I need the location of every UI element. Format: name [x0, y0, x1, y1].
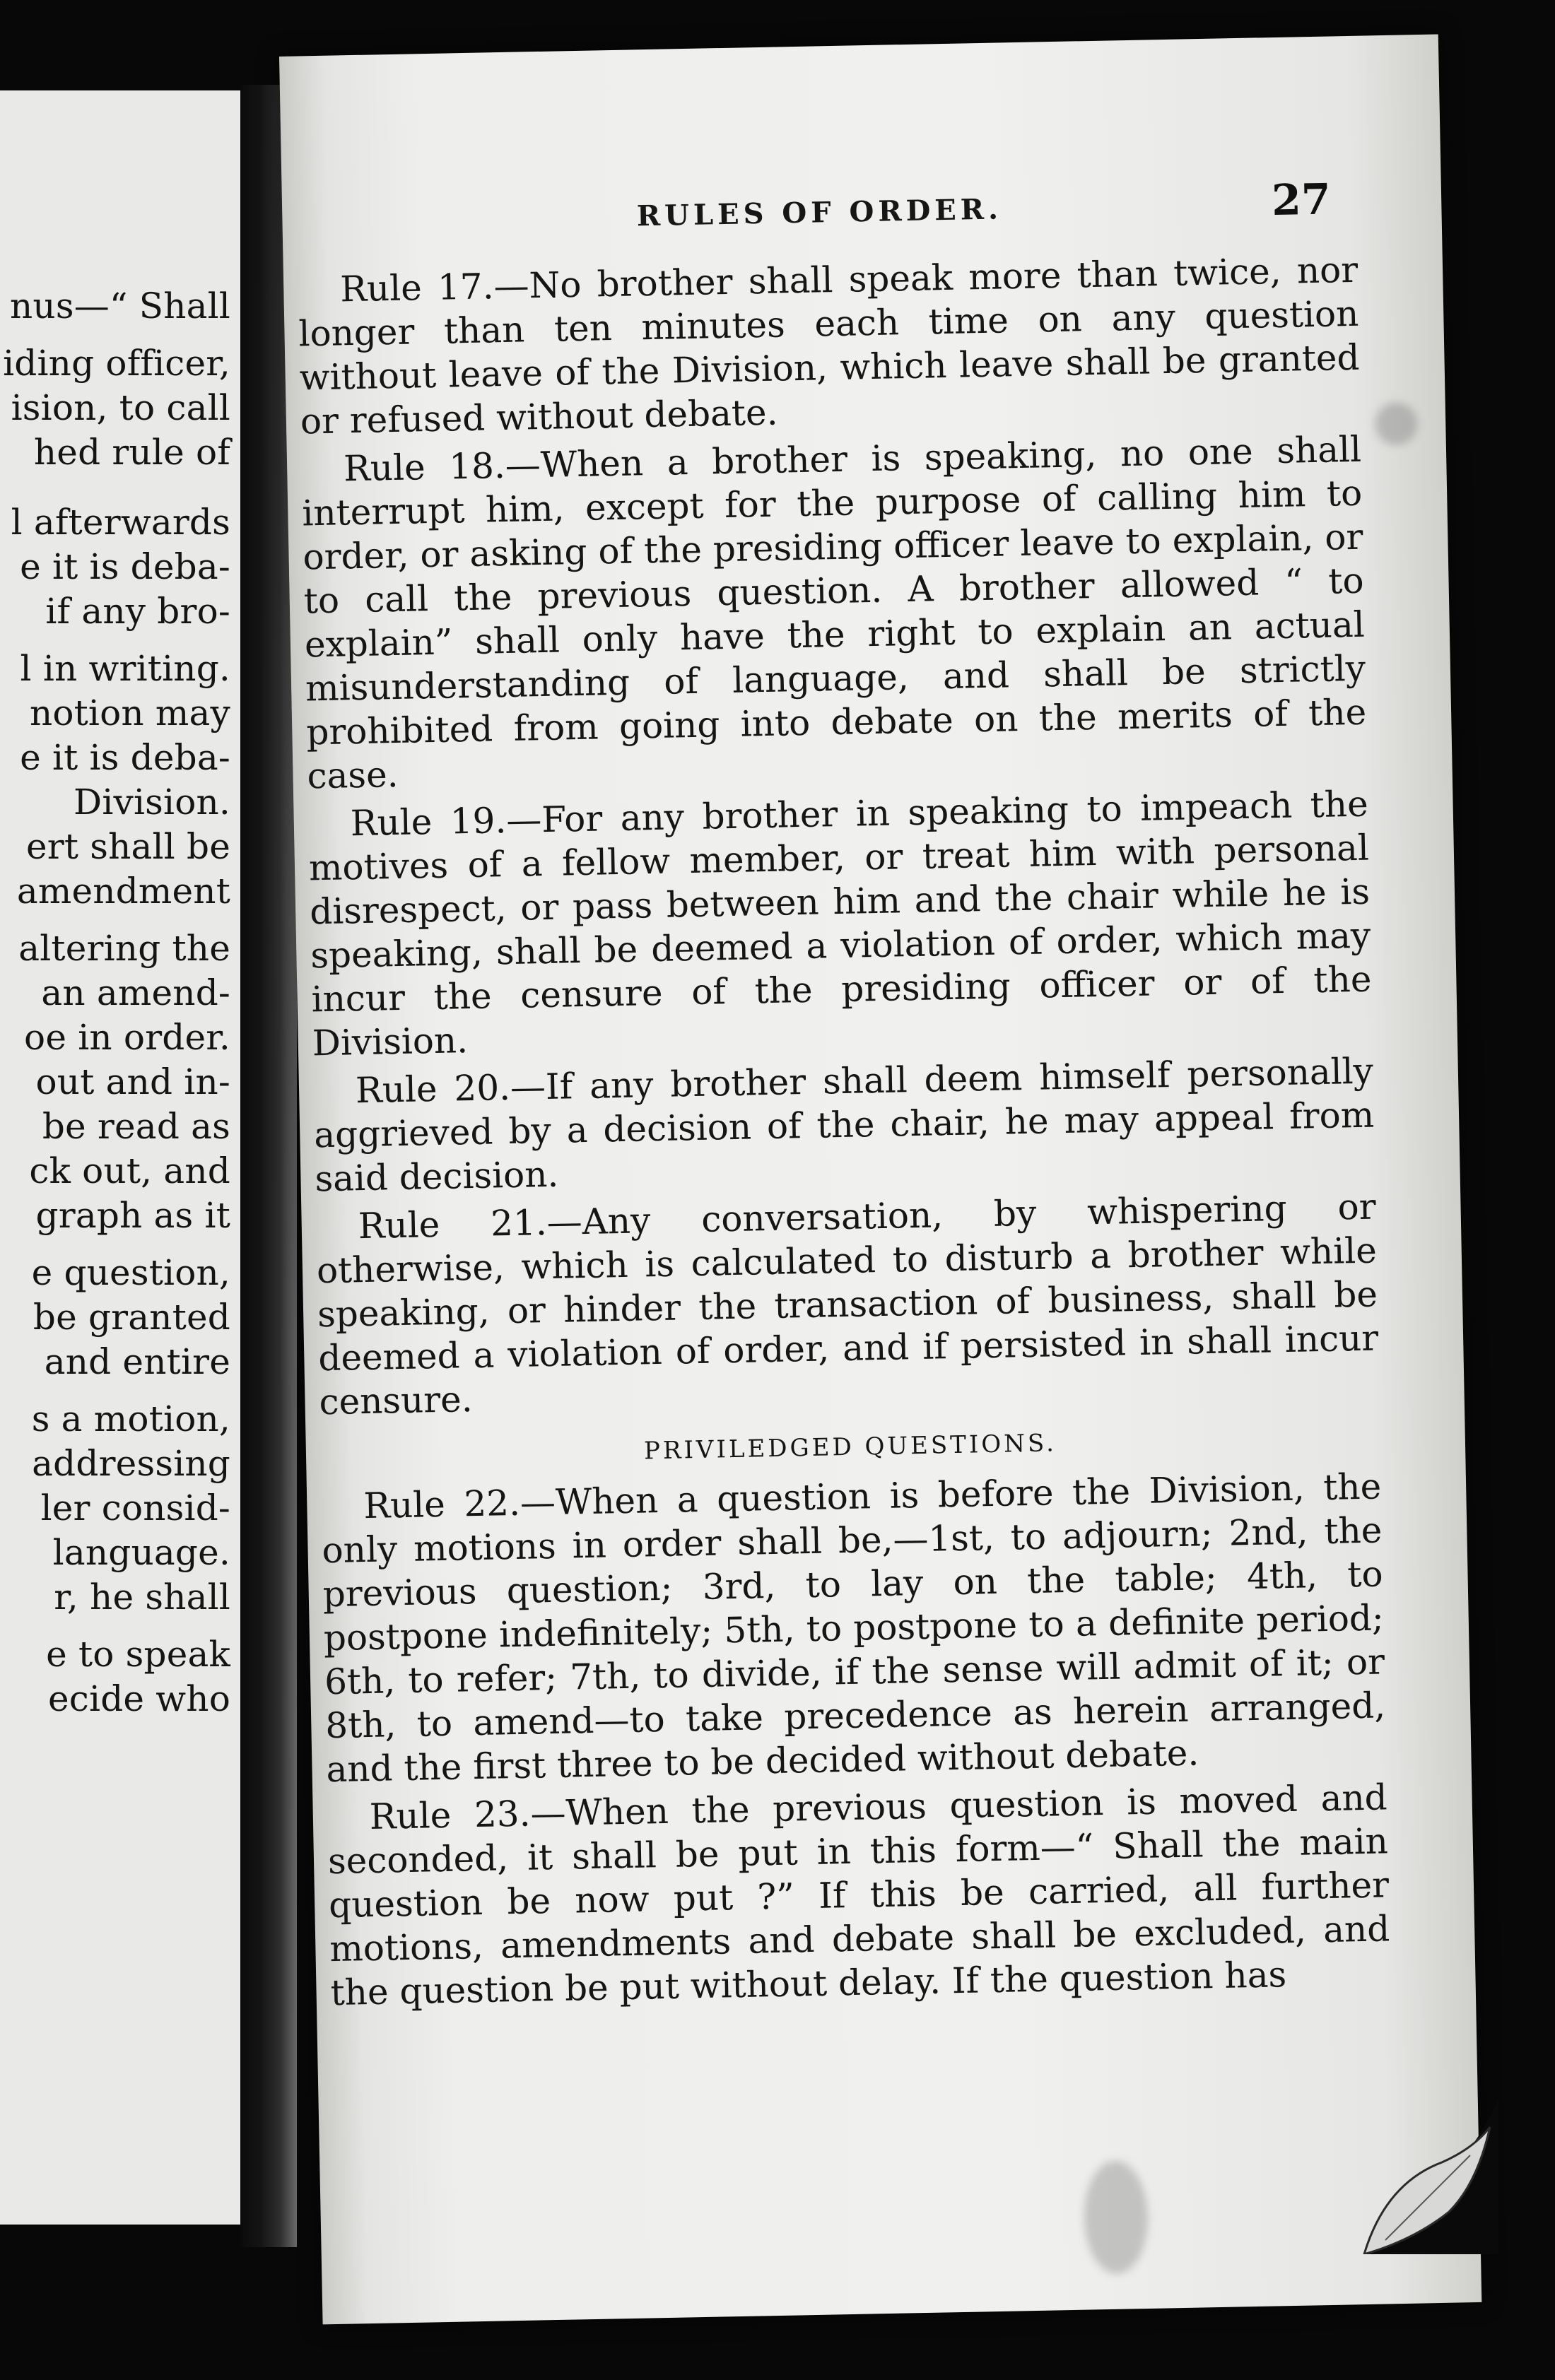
previous-page-line: nus—“ Shall [10, 285, 230, 326]
previous-page-line [0, 1620, 230, 1632]
previous-page-line [0, 329, 230, 341]
previous-page-line: altering the [18, 928, 230, 969]
rule-19-paragraph: Rule 19.—For any brother in speaking to impeach the motives of a fellow member, or treat him with personal disrespect, or pass between him and the chair while he is speaking, shall be deemed a violation of order, which may incur the censure of the presiding officer or of the Division. [308, 783, 1372, 1064]
previous-page-line [0, 914, 230, 926]
previous-page-line: ler consid- [40, 1488, 230, 1528]
previous-page-line: hed rule of [33, 432, 230, 473]
current-page [279, 35, 1481, 2325]
previous-page-line [0, 634, 230, 647]
previous-page-line: graph as it [35, 1195, 230, 1236]
previous-page-line: l afterwards [11, 502, 230, 543]
previous-page-text [0, 284, 230, 1721]
previous-page-line: l in writing. [20, 648, 230, 689]
previous-page-line: Division. [74, 782, 230, 823]
previous-page-line: oe in order. [24, 1017, 230, 1058]
previous-page-line [0, 488, 230, 500]
rule-17-paragraph: Rule 17.—No brother shall speak more than twice, nor longer than ten minutes each time on any question without leave of the Division, which leave shall be granted or refused without debate. [298, 249, 1361, 442]
previous-page-line: addressing [32, 1443, 230, 1484]
previous-page-line: notion may [29, 693, 230, 734]
previous-page-line: ecide who [48, 1678, 230, 1719]
previous-page-line: e it is deba- [20, 737, 230, 778]
previous-page-line: if any bro- [34, 591, 230, 632]
previous-page-line: an amend- [30, 972, 230, 1013]
previous-page-line: be granted [21, 1297, 230, 1338]
page-number: 27 [1271, 175, 1332, 226]
rule-21-paragraph: Rule 21.—Any conversation, by whispering or otherwise, which is calculated to disturb a brother while speaking, or hinder the transaction of business, shall be deemed a violation of order, and if persisted in shall incur censure. [316, 1186, 1379, 1423]
previous-page-line: language. [41, 1532, 230, 1573]
previous-page-line: iding officer, [3, 343, 230, 384]
previous-page-line: s a motion, [31, 1398, 230, 1439]
previous-page-line: r, he shall [54, 1577, 230, 1618]
previous-page-line: amendment [16, 871, 230, 912]
rule-18-paragraph: Rule 18.—When a brother is speaking, no one shall interrupt him, except for the purpose of calling him to order, or asking of the presiding officer leave to explain, or to call the previous question. A brother allowed “ to explain” shall only have the right to explain an actual misunderstanding of language, and shall be strictly prohibited from going into debate on the merits of the case. [301, 428, 1367, 797]
previous-page-line: e to speak [46, 1634, 230, 1675]
ink-smudge [1375, 402, 1418, 445]
previous-page-line: out and in- [35, 1061, 230, 1102]
previous-page-line: e it is deba- [20, 546, 230, 587]
previous-page-line [0, 1384, 230, 1397]
previous-page-line: ert shall be [25, 826, 230, 867]
previous-page-line [0, 475, 230, 488]
ink-smudge [1083, 2160, 1149, 2275]
rule-20-paragraph: Rule 20.—If any brother shall deem himself personally aggrieved by a decision of the chair, he may appeal from said decision. [313, 1050, 1375, 1200]
previous-page-fragment [0, 90, 240, 2225]
previous-page-line [0, 1238, 230, 1251]
section-heading: PRIVILEDGED QUESTIONS. [643, 1429, 1057, 1466]
previous-page-line: and entire [33, 1341, 230, 1382]
previous-page-line: ision, to call [11, 387, 230, 428]
running-head: RULES OF ORDER. [636, 192, 1003, 233]
previous-page-line: e question, [31, 1252, 230, 1293]
page-curl-corner [1336, 2099, 1498, 2254]
previous-page-line: ck out, and [29, 1150, 230, 1191]
rule-22-paragraph: Rule 22.—When a question is before the Division, the only motions in order shall be,—1st, to adjourn; 2nd, the previous question; 3rd, to lay on the table; 4th, to postpone indefinitely; 5th, to postpone to a definite period; 6th, to refer; 7th, to divide, if the sense will admit of it; or 8th, to amend—to take precedence as herein arranged, and the first three to be decided without debate. [322, 1466, 1386, 1791]
page-body [298, 248, 1391, 2019]
previous-page-line: be read as [30, 1106, 230, 1147]
rule-23-paragraph: Rule 23.—When the previous question is moved and seconded, it shall be put in this form—“ Shall the main question be now put ?” If this be carried, all further motions, amendments and debate shall be excluded, and the question be put without delay. If the question has [327, 1777, 1390, 2014]
